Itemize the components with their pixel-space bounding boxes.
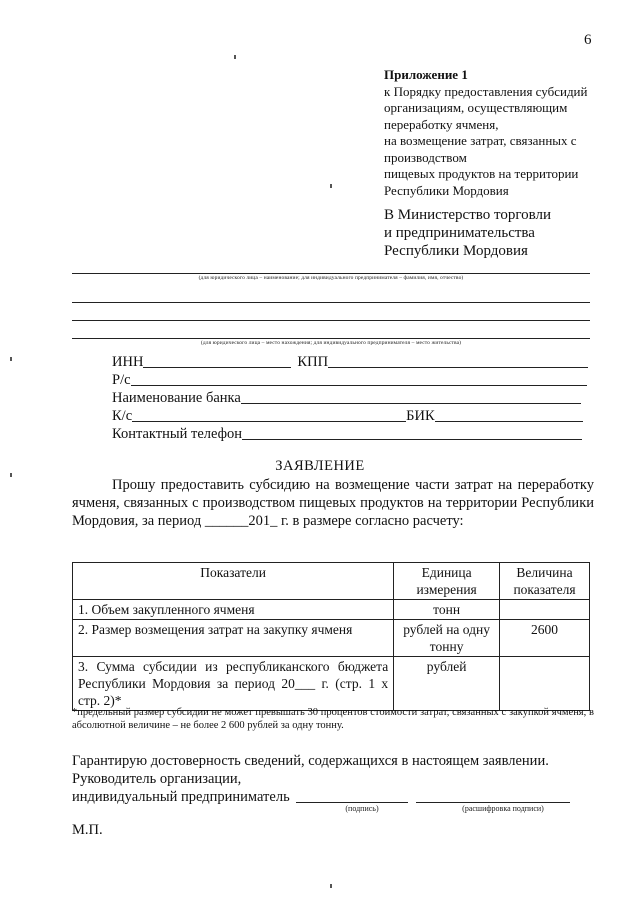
table-header-row [73, 563, 590, 600]
header-value: Величина показателя [500, 563, 590, 600]
appendix-line: пищевых продуктов на территории [384, 166, 579, 181]
decode-caption: (расшифровка подписи) [462, 804, 544, 813]
name-line[interactable] [72, 273, 590, 274]
scan-speck [10, 473, 12, 477]
row-unit: рублей на одну тонну [394, 620, 500, 657]
application-text [72, 476, 594, 530]
page-number: 6 [584, 32, 592, 48]
kpp-label: КПП [297, 354, 329, 370]
row-unit: тонн [394, 600, 500, 620]
phone-field[interactable] [242, 426, 582, 440]
header-unit: Единица измерения [394, 563, 500, 600]
address-caption: (для юридического лица – место нахождения; для индивидуального предпринимателя – место жительства) [200, 340, 462, 346]
footnote: *предельный размер субсидии не может превышать 30 процентов стоимости затрат, связанных с закупкой ячменя, в абсолютной величине – не более 2 600 рублей за одну тонну. [72, 707, 594, 731]
entrepreneur-label: индивидуальный предприниматель [72, 789, 290, 805]
manager-line: Руководитель организации, [72, 771, 242, 787]
header-indicator: Показатели [73, 563, 394, 600]
guarantee-block [72, 752, 612, 806]
name-line-2[interactable] [72, 302, 590, 303]
appendix-block [384, 67, 624, 199]
row-indicator: 3. Сумма субсидии из республиканского бюджета Республики Мордовия за период 20___ г. (стр. 1 х стр. 2)* [73, 657, 394, 711]
appendix-line: к Порядку предоставления субсидий [384, 83, 588, 99]
signature-field[interactable] [296, 789, 408, 803]
name-caption: (для юридического лица – наименование; для индивидуального предпринимателя – фамилия, имя, отчество) [198, 275, 464, 281]
rs-row [112, 372, 587, 389]
calculation-table [72, 562, 590, 711]
application-text-part1: Прошу предоставить субсидию на возмещение части затрат на переработку ячменя, связанных с производством пищевых продуктов на территории Республики Мордовия, за период [72, 477, 594, 529]
scan-speck [330, 884, 332, 888]
address-line-2[interactable] [72, 338, 590, 339]
stamp-place: М.П. [72, 822, 103, 838]
bank-row [112, 390, 581, 407]
appendix-line: Республики Мордовия [384, 182, 509, 198]
inn-label: ИНН [112, 354, 144, 370]
phone-label: Контактный телефон [112, 426, 243, 442]
bik-field[interactable] [435, 408, 583, 422]
row-indicator: 1. Объем закупленного ячменя [73, 600, 394, 620]
row-unit: рублей [394, 657, 500, 711]
rs-label: Р/с [112, 372, 131, 388]
rs-field[interactable] [131, 372, 587, 386]
guarantee-line: Гарантирую достоверность сведений, содержащихся в настоящем заявлении. [72, 753, 549, 769]
application-text-part2: 201_ г. в размере согласно расчету: [248, 513, 464, 529]
ks-field[interactable] [132, 408, 406, 422]
ks-label: К/с [112, 408, 133, 424]
addressee-line: В Министерство торговли [384, 207, 552, 223]
appendix-line: переработку ячменя, [384, 116, 499, 132]
period-blank[interactable]: ______ [204, 513, 249, 529]
row-indicator: 2. Размер возмещения затрат на закупку ячменя [73, 620, 394, 657]
ks-bik-row [112, 408, 583, 425]
table-row [73, 620, 590, 657]
inn-kpp-row [112, 354, 588, 371]
row-value[interactable] [500, 600, 590, 620]
addressee-line: Республики Мордовия [384, 243, 528, 259]
scan-speck [234, 55, 236, 59]
table-row [73, 657, 590, 711]
appendix-line: на возмещение затрат, связанных с [384, 133, 577, 148]
signature-decode-field[interactable] [416, 789, 570, 803]
phone-row [112, 426, 582, 443]
bank-field[interactable] [241, 390, 581, 404]
scan-speck [10, 357, 12, 361]
scan-speck [330, 184, 332, 188]
signature-caption: (подпись) [345, 804, 379, 813]
addressee-line: и предпринимательства [384, 225, 535, 241]
row-value[interactable] [500, 657, 590, 711]
address-line[interactable] [72, 320, 590, 321]
appendix-title: Приложение 1 [384, 67, 468, 82]
kpp-field[interactable] [328, 354, 588, 368]
bank-label: Наименование банка [112, 390, 241, 406]
inn-field[interactable] [143, 354, 291, 368]
application-title: ЗАЯВЛЕНИЕ [275, 458, 365, 474]
row-value[interactable]: 2600 [500, 620, 590, 657]
appendix-line: производством [384, 149, 467, 165]
table-row [73, 600, 590, 620]
addressee-block [384, 206, 624, 260]
bik-label: БИК [406, 408, 435, 424]
appendix-line: организациям, осуществляющим [384, 100, 568, 115]
